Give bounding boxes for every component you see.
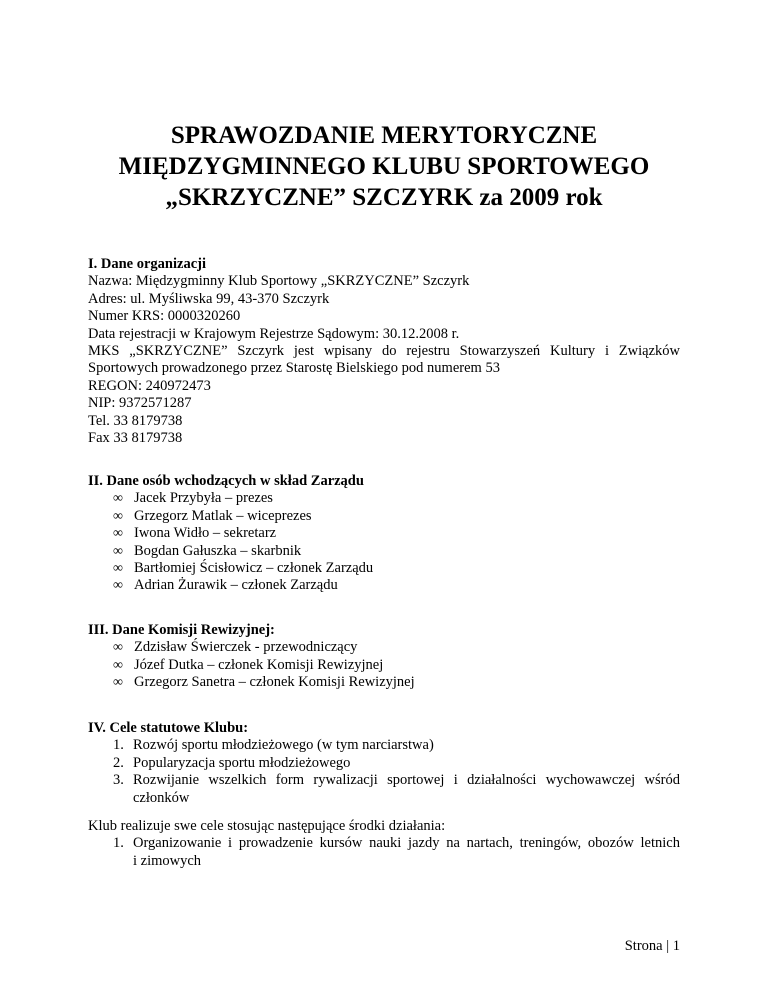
title-line-3: „SKRZYCZNE” SZCZYRK za 2009 rok xyxy=(165,184,603,211)
org-nip: NIP: 9372571287 xyxy=(88,395,192,412)
org-name: Nazwa: Międzygminny Klub Sportowy „SKRZYCZNE” Szczyrk xyxy=(88,273,470,290)
bullet-infinity-icon: ∞ xyxy=(113,508,123,524)
bullet-infinity-icon: ∞ xyxy=(113,657,123,673)
section-means-of-action xyxy=(88,818,680,870)
list-item: ∞ Zdzisław Świerczek - przewodniczący xyxy=(113,639,358,656)
means-intro: Klub realizuje swe cele stosując następujące środki działania: xyxy=(88,818,446,834)
org-register-paragraph-line-2: Sportowych prowadzonego przez Starostę Bielskiego pod numerem 53 xyxy=(88,360,500,377)
list-item: 2. Popularyzacja sportu młodzieżowego xyxy=(113,754,351,771)
list-item: ∞ Bogdan Gałuszka – skarbnik xyxy=(113,542,302,559)
list-item: ∞ Grzegorz Sanetra – członek Komisji Rewizyjnej xyxy=(113,674,415,691)
list-item: 1. Organizowanie i prowadzenie kursów nauki jazdy na nartach, treningów, obozów letnich i zimowych xyxy=(113,835,680,869)
section-audit-committee xyxy=(88,622,680,692)
org-fax: Fax 33 8179738 xyxy=(88,430,183,447)
statutory-goals-list xyxy=(88,737,680,807)
org-regon: REGON: 240972473 xyxy=(88,377,211,394)
bullet-infinity-icon: ∞ xyxy=(113,491,123,507)
bullet-infinity-icon: ∞ xyxy=(113,561,123,577)
bullet-infinity-icon: ∞ xyxy=(113,526,123,542)
page-number: Strona | 1 xyxy=(624,938,680,954)
list-item: ∞ Józef Dutka – członek Komisji Rewizyjnej xyxy=(113,656,384,673)
audit-committee-list xyxy=(88,639,680,691)
section-board-members xyxy=(88,473,680,595)
org-tel: Tel. 33 8179738 xyxy=(88,412,183,429)
board-members-list xyxy=(88,490,680,594)
org-address: Adres: ul. Myśliwska 99, 43-370 Szczyrk xyxy=(88,290,330,307)
document-title xyxy=(80,120,688,213)
list-item: ∞ Jacek Przybyła – prezes xyxy=(113,490,273,507)
bullet-infinity-icon: ∞ xyxy=(113,578,123,594)
bullet-infinity-icon: ∞ xyxy=(113,543,123,559)
title-line-2: MIĘDZYGMINNEGO KLUBU SPORTOWEGO xyxy=(118,153,650,180)
section-2-heading: II. Dane osób wchodzących w skład Zarządu xyxy=(88,473,364,489)
section-1-heading: I. Dane organizacji xyxy=(88,256,206,272)
means-list xyxy=(88,835,680,870)
list-item: 1. Rozwój sportu młodzieżowego (w tym narciarstwa) xyxy=(113,737,434,754)
list-item: 3. Rozwijanie wszelkich form rywalizacji sportowej i działalności wychowawczej wśród członków xyxy=(113,772,680,806)
bullet-infinity-icon: ∞ xyxy=(113,675,123,691)
section-3-heading: III. Dane Komisji Rewizyjnej: xyxy=(88,622,275,638)
list-item: ∞ Adrian Żurawik – członek Zarządu xyxy=(113,577,338,594)
org-register-paragraph-line-1: MKS „SKRZYCZNE” Szczyrk jest wpisany do rejestru Stowarzyszeń Kultury i Związków xyxy=(88,343,680,360)
list-item: ∞ Grzegorz Matlak – wiceprezes xyxy=(113,507,312,524)
section-4-heading: IV. Cele statutowe Klubu: xyxy=(88,720,249,736)
list-item: ∞ Iwona Widło – sekretarz xyxy=(113,525,277,542)
list-item: ∞ Bartłomiej Ścisłowicz – członek Zarządu xyxy=(113,560,374,577)
section-statutory-goals xyxy=(88,720,680,807)
title-line-1: SPRAWOZDANIE MERYTORYCZNE xyxy=(170,122,598,149)
org-registration-date: Data rejestracji w Krajowym Rejestrze Sądowym: 30.12.2008 r. xyxy=(88,325,460,342)
bullet-infinity-icon: ∞ xyxy=(113,640,123,656)
org-krs: Numer KRS: 0000320260 xyxy=(88,308,241,325)
section-organization-data xyxy=(88,256,680,447)
